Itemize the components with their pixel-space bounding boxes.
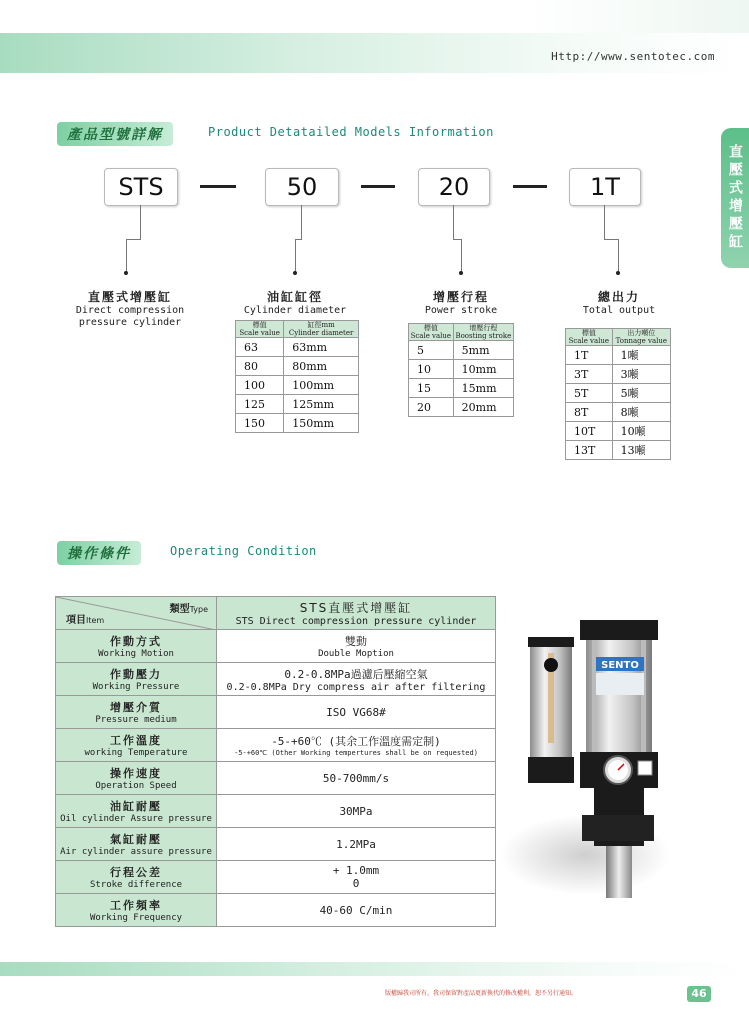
table-row: 20 20mm bbox=[409, 398, 514, 417]
side-tab: 直壓式增壓缸 bbox=[721, 128, 749, 268]
caption-en: pressure cylinder bbox=[78, 317, 182, 328]
table-row bbox=[56, 762, 496, 795]
table-row: 125 125mm bbox=[236, 395, 359, 414]
connector-line bbox=[461, 239, 462, 272]
code-dash bbox=[513, 185, 547, 188]
row-label: 作動壓力 Working Pressure bbox=[56, 663, 217, 696]
table-row: 5T 5噸 bbox=[566, 384, 671, 403]
caption-en: Power stroke bbox=[424, 305, 498, 316]
code-part-stroke: 20 bbox=[418, 168, 490, 206]
connector-dot bbox=[293, 271, 297, 275]
connector-line bbox=[140, 205, 141, 239]
table-row: 3T 3噸 bbox=[566, 365, 671, 384]
connector-line bbox=[453, 239, 461, 240]
caption-cn: 直壓式增壓缸 bbox=[87, 290, 172, 304]
connector-line bbox=[604, 205, 605, 239]
connector-line bbox=[453, 205, 454, 239]
connector-dot bbox=[616, 271, 620, 275]
caption-en: Cylinder diameter bbox=[243, 305, 347, 316]
table-header-row bbox=[56, 597, 496, 630]
table-header: 標值 Scale value bbox=[409, 324, 454, 341]
table-row: 63 63mm bbox=[236, 338, 359, 357]
code-part-output: 1T bbox=[569, 168, 641, 206]
caption-en: Total output bbox=[582, 305, 656, 316]
caption-diameter bbox=[230, 288, 360, 317]
table-header: 缸徑mm Cylinder diameter bbox=[284, 321, 359, 338]
product-brand: SENTO bbox=[601, 660, 639, 671]
connector-line bbox=[295, 239, 296, 272]
table-row: 13T 13噸 bbox=[566, 441, 671, 460]
table-row bbox=[56, 696, 496, 729]
table-row bbox=[56, 630, 496, 663]
connector-line bbox=[126, 239, 127, 272]
header-type: 類型Type bbox=[169, 604, 208, 615]
table-header: 標值 Scale value bbox=[236, 321, 284, 338]
table-row: 10 10mm bbox=[409, 360, 514, 379]
connector-line bbox=[604, 239, 618, 240]
table-row bbox=[56, 894, 496, 927]
row-value: 1.2MPa bbox=[217, 828, 496, 861]
header-top bbox=[0, 0, 749, 33]
row-label: 行程公差 Stroke difference bbox=[56, 861, 217, 894]
row-value: 0.2-0.8MPa過濾后壓縮空氣 0.2-0.8MPa Dry compress air after filtering bbox=[217, 663, 496, 696]
row-value: 30MPa bbox=[217, 795, 496, 828]
caption-en: Direct compression bbox=[75, 305, 185, 316]
connector-dot bbox=[124, 271, 128, 275]
page-number: 46 bbox=[687, 986, 711, 1002]
section-models-label: 產品型號詳解 bbox=[57, 122, 173, 146]
row-label: 氣缸耐壓 Air cylinder assure pressure bbox=[56, 828, 217, 861]
connector-line bbox=[295, 239, 302, 240]
table-row: 5 5mm bbox=[409, 341, 514, 360]
row-value: 雙動 Double Moption bbox=[217, 630, 496, 663]
caption-stroke bbox=[400, 288, 522, 317]
row-value: 50-700mm/s bbox=[217, 762, 496, 795]
caption-cn: 總出力 bbox=[597, 290, 640, 304]
stroke-table bbox=[408, 323, 514, 417]
table-row bbox=[56, 828, 496, 861]
row-value: 40-60 C/min bbox=[217, 894, 496, 927]
header-value: STS直壓式增壓缸 STS Direct compression pressure cylinder bbox=[217, 597, 496, 630]
row-value: ISO VG68# bbox=[217, 696, 496, 729]
row-label: 增壓介質 Pressure medium bbox=[56, 696, 217, 729]
row-value: -5-+60℃ (其余工作溫度需定制) -5-+60℃ (Other Working tempertures shall be on requested) bbox=[217, 729, 496, 762]
output-table bbox=[565, 328, 671, 460]
row-label: 操作速度 Operation Speed bbox=[56, 762, 217, 795]
table-row: 80 80mm bbox=[236, 357, 359, 376]
caption-cn: 油缸缸徑 bbox=[266, 290, 323, 304]
table-row bbox=[56, 795, 496, 828]
table-row: 1T 1噸 bbox=[566, 346, 671, 365]
table-corner-header bbox=[56, 597, 217, 630]
table-header: 出力噸位 Tonnage value bbox=[612, 329, 670, 346]
caption-cn: 增壓行程 bbox=[432, 290, 489, 304]
table-row bbox=[56, 663, 496, 696]
table-row: 10T 10噸 bbox=[566, 422, 671, 441]
code-dash bbox=[200, 185, 236, 188]
row-label: 油缸耐壓 Oil cylinder Assure pressure bbox=[56, 795, 217, 828]
row-label: 工作頻率 Working Frequency bbox=[56, 894, 217, 927]
website-url[interactable]: Http://www.sentotec.com bbox=[551, 50, 715, 63]
connector-dot bbox=[459, 271, 463, 275]
table-header: 標值 Scale value bbox=[566, 329, 613, 346]
table-row: 100 100mm bbox=[236, 376, 359, 395]
section-operating-english: Operating Condition bbox=[170, 544, 317, 558]
row-label: 作動方式 Working Motion bbox=[56, 630, 217, 663]
code-part-series: STS bbox=[104, 168, 178, 206]
connector-line bbox=[301, 205, 302, 239]
section-operating-label: 操作條件 bbox=[57, 541, 141, 565]
table-row: 150 150mm bbox=[236, 414, 359, 433]
operating-table bbox=[55, 596, 496, 927]
section-models-english: Product Detatailed Models Information bbox=[208, 125, 494, 139]
copyright-note: 版權歸我司所有，我司保留對產品更新換代的修改權利，恕不另行通知。 bbox=[385, 990, 578, 997]
code-part-diameter: 50 bbox=[265, 168, 339, 206]
row-value: + 1.0mm 0 bbox=[217, 861, 496, 894]
row-label: 工作溫度 working Temperature bbox=[56, 729, 217, 762]
table-header: 增壓行程 Boosting stroke bbox=[453, 324, 513, 341]
caption-output bbox=[558, 288, 680, 317]
product-image bbox=[500, 615, 670, 915]
code-dash bbox=[361, 185, 395, 188]
table-row: 8T 8噸 bbox=[566, 403, 671, 422]
footer-band bbox=[0, 962, 749, 976]
connector-line bbox=[126, 239, 141, 240]
table-row bbox=[56, 861, 496, 894]
connector-line bbox=[618, 239, 619, 272]
header-item: 項目Item bbox=[66, 615, 105, 626]
table-row: 15 15mm bbox=[409, 379, 514, 398]
diameter-table bbox=[235, 320, 359, 433]
caption-series bbox=[60, 288, 200, 329]
table-row bbox=[56, 729, 496, 762]
